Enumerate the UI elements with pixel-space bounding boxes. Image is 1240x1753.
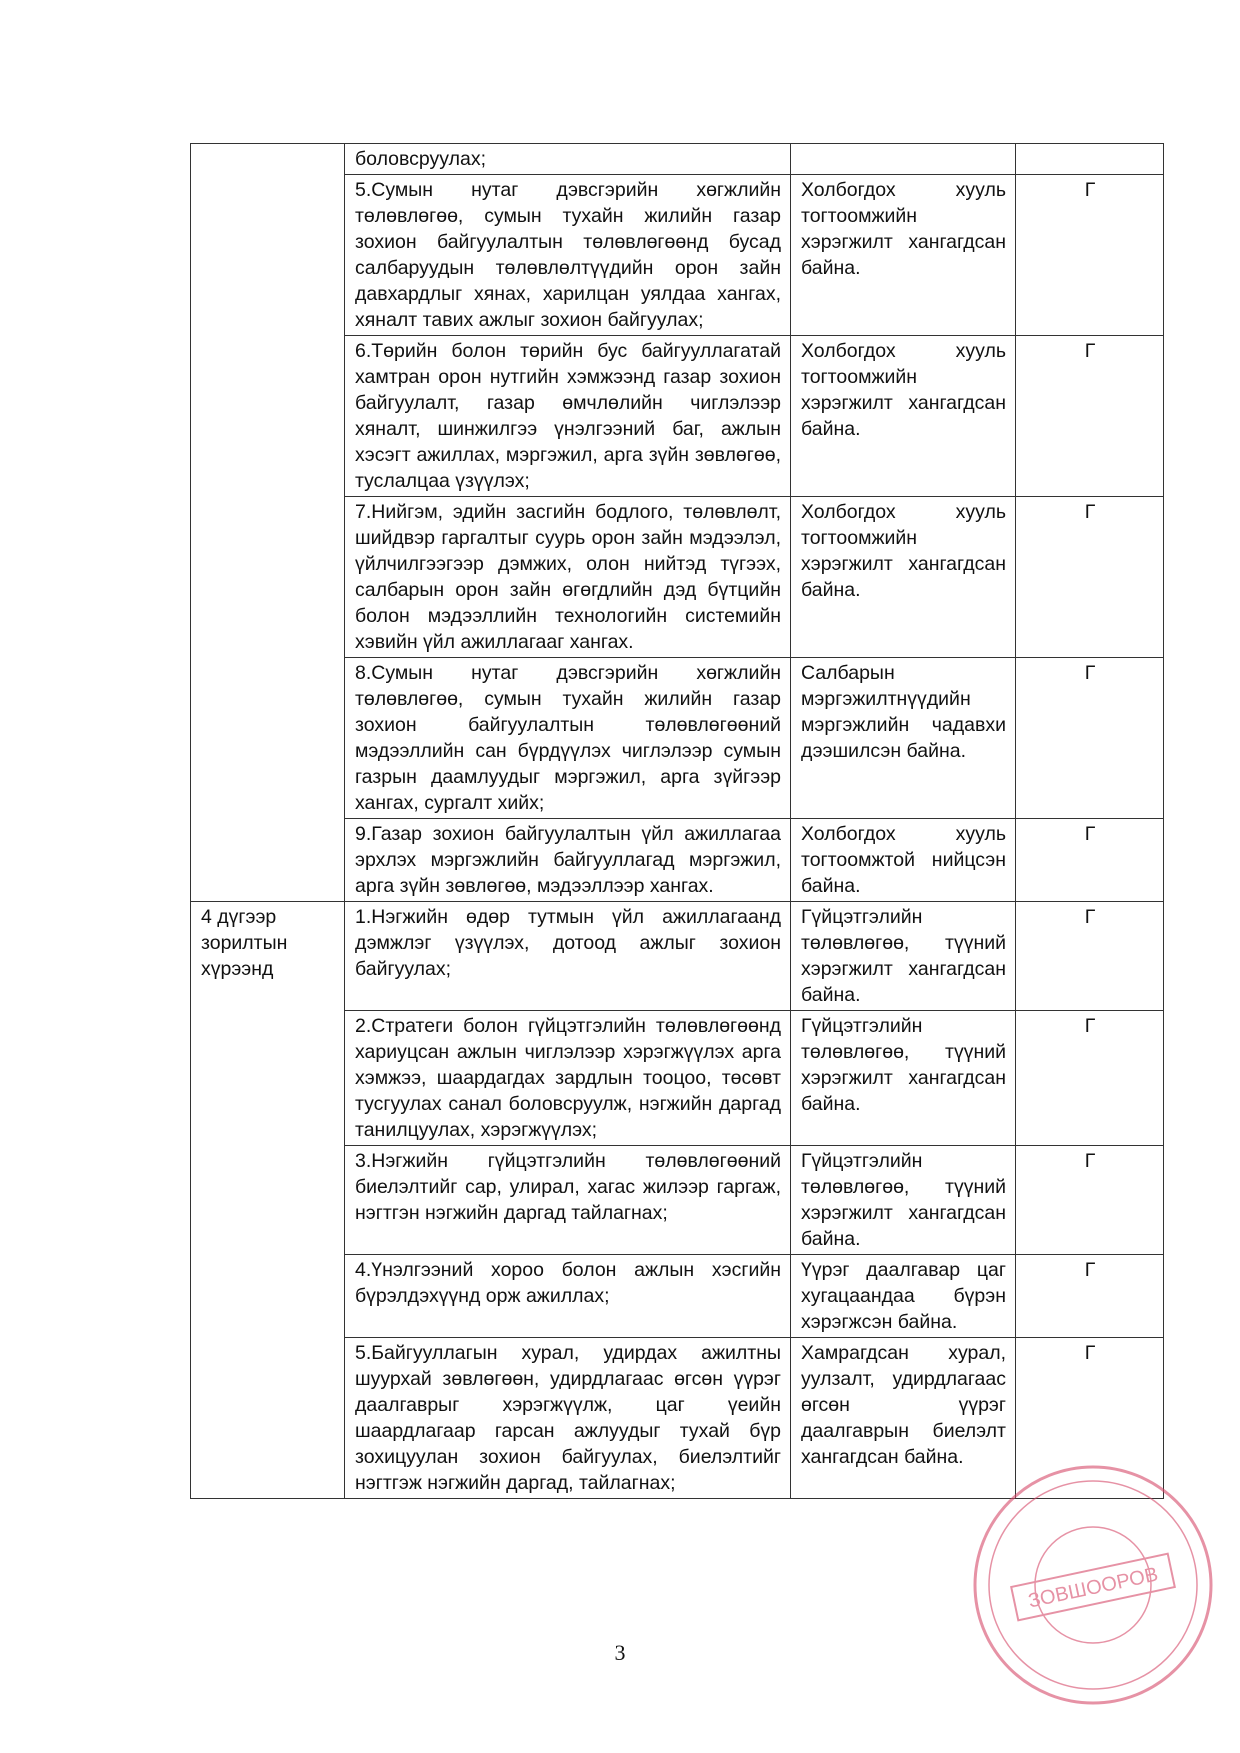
grade-cell: Г [1016, 658, 1164, 819]
group-cell-empty [191, 144, 345, 902]
task-cell: 8.Сумын нутаг дэвсгэрийн хөгжлийн төлөвлөгөө, сумын тухайн жилийн газар зохион байгуулалтын төлөвлөгөөний мэдээллийн сан бүрдүүлэх чиглэлээр сумын газрын даамлуудыг мэргэжил, арга зүйгээр хангах, сургалт хийх; [345, 658, 791, 819]
grade-cell [1016, 144, 1164, 175]
result-cell: Холбогдох хууль тогтоомжийн хэрэгжилт хангагдсан байна. [791, 175, 1016, 336]
result-cell: Холбогдох хууль тогтоомжийн хэрэгжилт хангагдсан байна. [791, 497, 1016, 658]
grade-cell: Г [1016, 336, 1164, 497]
result-cell: Хамрагдсан хурал, уулзалт, удирдлагаас өгсөн үүрэг даалгаврын биелэлт хангагдсан байна. [791, 1338, 1016, 1499]
task-cell: 5.Сумын нутаг дэвсгэрийн хөгжлийн төлөвлөгөө, сумын тухайн жилийн газар зохион байгуулалтын төлөвлөгөөнд бусад салбаруудын төлөвлөлтүүдийн орон зайн давхардлыг хянах, харилцан уялдаа хангах, хяналт тавих ажлыг зохион байгуулах; [345, 175, 791, 336]
grade-cell: Г [1016, 497, 1164, 658]
grade-cell: Г [1016, 175, 1164, 336]
grade-cell: Г [1016, 1338, 1164, 1499]
result-cell [791, 144, 1016, 175]
result-cell: Холбогдох хууль тогтоомжтой нийцсэн байна. [791, 819, 1016, 902]
task-cell: 5.Байгууллагын хурал, удирдах ажилтны шуурхай зөвлөгөөн, удирдлагаас өгсөн үүрэг даалгаврыг хэрэгжүүлж, цаг үеийн шаардлагаар гарсан ажлуудыг тухай бүр зохицуулан зохион байгуулах, биелэлтийг нэгтгэж нэгжийн даргад, тайлагнах; [345, 1338, 791, 1499]
task-cell: 6.Төрийн болон төрийн бус байгууллагатай хамтран орон нутгийн хэмжээнд газар зохион байгуулалт, газар өмчлөлийн чиглэлээр хяналт, шинжилгээ үнэлгээний баг, ажлын хэсэгт ажиллах, мэргэжил, арга зүйн зөвлөгөө, туслалцаа үзүүлэх; [345, 336, 791, 497]
grade-cell: Г [1016, 819, 1164, 902]
page-number: 3 [614, 1640, 626, 1665]
task-cell: 1.Нэгжийн өдөр тутмын үйл ажиллагаанд дэмжлэг үзүүлэх, дотоод ажлыг зохион байгуулах; [345, 902, 791, 1011]
task-cell: 3.Нэгжийн гүйцэтгэлийн төлөвлөгөөний биелэлтийг сар, улирал, хагас жилээр гаргаж, нэгтгэн нэгжийн даргад тайлагнах; [345, 1146, 791, 1255]
table-row [191, 144, 1164, 175]
task-cell: 4.Үнэлгээний хороо болон ажлын хэсгийн бүрэлдэхүүнд орж ажиллах; [345, 1255, 791, 1338]
result-cell: Гүйцэтгэлийн төлөвлөгөө, түүний хэрэгжилт хангагдсан байна. [791, 1011, 1016, 1146]
task-cell: 2.Стратеги болон гүйцэтгэлийн төлөвлөгөөнд хариуцсан ажлын чиглэлээр хэрэгжүүлэх арга хэмжээ, шаардагдах зардлын тооцоо, төсөвт тусгуулах санал боловсруулж, нэгжийн даргад танилцуулах, хэрэгжүүлэх; [345, 1011, 791, 1146]
result-cell: Гүйцэтгэлийн төлөвлөгөө, түүний хэрэгжилт хангагдсан байна. [791, 902, 1016, 1011]
result-cell: Салбарын мэргэжилтнүүдийн мэргэжлийн чадавхи дээшилсэн байна. [791, 658, 1016, 819]
stamp-seal-icon [968, 1460, 1218, 1710]
result-cell: Үүрэг даалгавар цаг хугацаандаа бүрэн хэрэгжсэн байна. [791, 1255, 1016, 1338]
result-cell: Холбогдох хууль тогтоомжийн хэрэгжилт хангагдсан байна. [791, 336, 1016, 497]
grade-cell: Г [1016, 1255, 1164, 1338]
tasks-table [190, 143, 1164, 1499]
stamp-text: ЗОВШООРОВ [1026, 1563, 1161, 1613]
grade-cell: Г [1016, 1011, 1164, 1146]
grade-cell: Г [1016, 1146, 1164, 1255]
result-cell: Гүйцэтгэлийн төлөвлөгөө, түүний хэрэгжилт хангагдсан байна. [791, 1146, 1016, 1255]
grade-cell: Г [1016, 902, 1164, 1011]
task-cell: 7.Нийгэм, эдийн засгийн бодлого, төлөвлөлт, шийдвэр гаргалтыг суурь орон зайн мэдээлэл, үйлчилгээгээр дэмжих, олон нийтэд түгээх, салбарын орон зайн өгөгдлийн дэд бүтцийн болон мэдээллийн технологийн системийн хэвийн үйл ажиллагааг хангах. [345, 497, 791, 658]
task-cell: боловсруулах; [345, 144, 791, 175]
table-row [191, 902, 1164, 1011]
group-label-cell: 4 дүгээр зорилтын хүрээнд [191, 902, 345, 1499]
task-cell: 9.Газар зохион байгуулалтын үйл ажиллагаа эрхлэх мэргэжлийн байгууллагад мэргэжил, арга зүйн зөвлөгөө, мэдээллээр хангах. [345, 819, 791, 902]
